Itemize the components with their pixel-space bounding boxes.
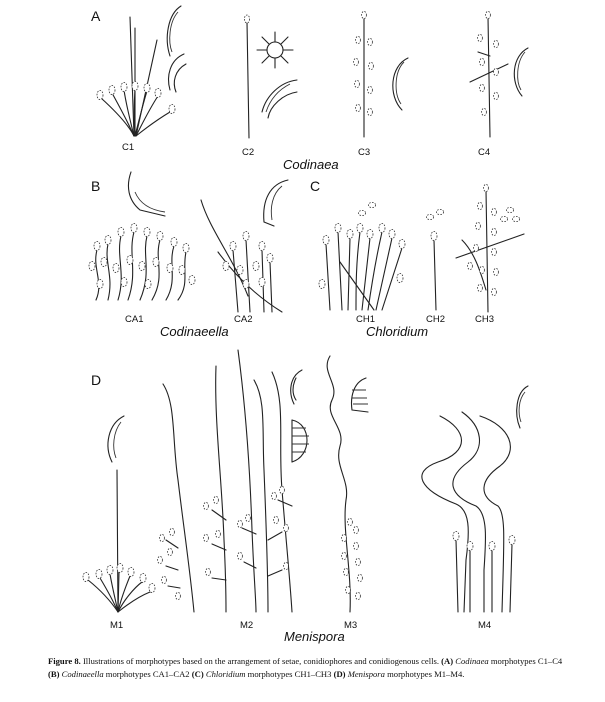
caption-part-a-label: (A): [441, 656, 454, 666]
label-m1: M1: [110, 620, 124, 631]
figure-caption: [48, 655, 568, 680]
morphotype-ch3-drawing: [456, 184, 524, 312]
label-c2: C2: [242, 147, 255, 158]
caption-part-d-label: (D): [333, 668, 346, 679]
label-ch2: CH2: [426, 314, 446, 325]
caption-part-b-genus: Codinaeella: [61, 668, 104, 679]
caption-part-d-genus: Menispora: [347, 668, 385, 679]
morphotype-ca1-drawing: [89, 172, 195, 300]
label-ca2: CA2: [234, 314, 253, 325]
morphotype-c4-drawing: [470, 11, 528, 137]
label-c1: C1: [122, 142, 135, 153]
genus-menispora: Menispora: [284, 629, 345, 644]
caption-part-c-text: morphotypes CH1–CH3: [247, 668, 332, 679]
genus-codinaeella: Codinaeella: [160, 324, 229, 339]
caption-part-a-text: morphotypes C1–C4: [490, 656, 563, 666]
caption-part-c-label: (C): [191, 668, 204, 679]
morphotype-m2-drawing: [158, 350, 309, 612]
label-m4: M4: [478, 620, 492, 631]
caption-part-b-label: (B): [48, 668, 60, 679]
genus-codinaea: Codinaea: [283, 157, 339, 172]
label-ch3: CH3: [475, 314, 495, 325]
caption-intro: Illustrations of morphotypes based on the arrangement of setae, conidiophores and conidiogenous cells.: [82, 656, 440, 666]
morphotype-ch2-drawing: [426, 209, 443, 310]
morphotype-m1-drawing: [83, 416, 155, 612]
morphotype-m4-drawing: [422, 386, 528, 612]
caption-part-c-genus: Chloridium: [205, 668, 246, 679]
caption-part-d-text: morphotypes M1–M4.: [387, 668, 465, 679]
caption-part-b-text: morphotypes CA1–CA2: [105, 668, 190, 679]
label-ca1: CA1: [125, 314, 144, 325]
caption-figure-number: Figure 8.: [48, 656, 81, 666]
caption-part-a-genus: Codinaea: [455, 656, 489, 666]
morphotype-c3-drawing: [354, 11, 408, 137]
section-d-letter: D: [91, 372, 102, 388]
label-c4: C4: [478, 147, 491, 158]
label-c3: C3: [358, 147, 371, 158]
label-ch1: CH1: [356, 314, 376, 325]
morphotype-ca2-drawing: [201, 180, 288, 312]
section-c-letter: C: [310, 178, 321, 194]
label-m3: M3: [344, 620, 358, 631]
morphotype-c2-drawing: [244, 15, 297, 138]
section-a-letter: A: [91, 8, 101, 24]
morphotype-c1-drawing: [97, 6, 186, 136]
morphotype-ch1-drawing: [319, 202, 405, 310]
morphotype-m3-drawing: [327, 356, 368, 612]
genus-chloridium: Chloridium: [366, 324, 429, 339]
label-m2: M2: [240, 620, 254, 631]
section-b-letter: B: [91, 178, 101, 194]
